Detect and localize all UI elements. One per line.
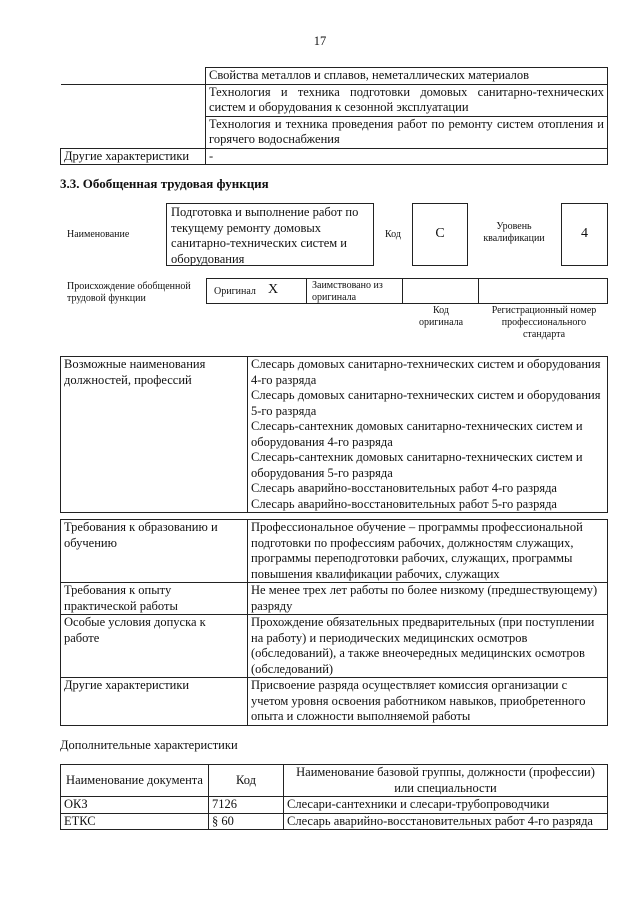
table-cell (61, 84, 206, 116)
table-cell (61, 68, 206, 85)
additional-title: Дополнительные характеристики (60, 738, 238, 752)
table-cell: Слесари-сантехники и слесари-трубопроводчики (284, 797, 608, 814)
requirements-table (60, 519, 608, 726)
origin-box (206, 278, 608, 304)
table-cell: Требования к опыту практической работы (61, 583, 248, 615)
list-item: Слесарь-сантехник домовых санитарно-технических систем и оборудования 5-го разряда (251, 450, 583, 480)
table-cell: Слесарь аварийно-восстановительных работ 4-го разряда (284, 813, 608, 830)
name-label: Наименование (67, 229, 130, 240)
original-label: Оригинал (214, 286, 256, 297)
divider (306, 278, 307, 304)
code-value: C (412, 203, 468, 266)
table-cell: Присвоение разряда осуществляет комиссия организации с учетом уровня освоения работником навыков, приобретенного опыта и сложности выполняемой работы (248, 678, 608, 726)
table-row (61, 148, 608, 165)
table-row (61, 583, 608, 615)
code-label: Код (385, 229, 401, 240)
table-cell: Другие характеристики (61, 148, 206, 165)
level-label: Уровень квалификации (483, 221, 545, 244)
table-cell (61, 116, 206, 148)
table-row (61, 678, 608, 726)
table-cell: § 60 (209, 813, 284, 830)
header-cell: Наименование документа (61, 765, 209, 797)
reg-caption: Регистрационный номер профессионального стандарта (491, 305, 597, 340)
list-item: Слесарь домовых санитарно-технических систем и оборудования 4-го разряда (251, 357, 601, 387)
section-title: 3.3. Обобщенная трудовая функция (60, 176, 269, 191)
origin-label: Происхождение обобщенной трудовой функции (67, 281, 191, 304)
positions-table (60, 356, 608, 513)
table-cell: Профессиональное обучение – программы профессиональной подготовки по профессиям рабочих, должностям служащих, программы переподготовки рабочих, служащих, программы повышения квалификации рабочих, служащих (248, 520, 608, 583)
positions-label: Возможные наименования должностей, профессий (61, 357, 248, 513)
page-number: 17 (313, 34, 327, 48)
positions-list (248, 357, 608, 513)
additional-table (60, 764, 608, 830)
table-cell: 7126 (209, 797, 284, 814)
borrowed-label: Заимствовано из оригинала (312, 280, 383, 303)
top-table (60, 67, 608, 165)
list-item: Слесарь домовых санитарно-технических систем и оборудования 5-го разряда (251, 388, 601, 418)
table-cell: Требования к образованию и обучению (61, 520, 248, 583)
table-row (61, 116, 608, 148)
table-row (61, 84, 608, 116)
level-value: 4 (561, 203, 608, 266)
header-cell: Наименование базовой группы, должности (профессии) или специальности (284, 765, 608, 797)
table-cell: Технология и техника проведения работ по ремонту систем отопления и горячего водоснабжения (206, 116, 608, 148)
table-cell: Особые условия допуска к работе (61, 615, 248, 678)
table-cell: Прохождение обязательных предварительных (при поступлении на работу) и периодических медицинских осмотров (обследований), а также внеочередных медицинских осмотров (обследований) (248, 615, 608, 678)
table-cell: ЕТКС (61, 813, 209, 830)
divider (402, 278, 403, 304)
list-item: Слесарь-сантехник домовых санитарно-технических систем и оборудования 4-го разряда (251, 419, 583, 449)
list-item: Слесарь аварийно-восстановительных работ 5-го разряда (251, 496, 557, 511)
table-cell: Технология и техника подготовки домовых санитарно-технических систем и оборудования к сезонной эксплуатации (206, 84, 608, 116)
divider (478, 278, 479, 304)
table-row (61, 813, 608, 830)
table-cell: ОКЗ (61, 797, 209, 814)
table-cell: Другие характеристики (61, 678, 248, 726)
original-mark: X (268, 282, 279, 297)
table-row (61, 797, 608, 814)
table-cell: Не менее трех лет работы по более низкому (предшествующему) разряду (248, 583, 608, 615)
table-cell: Свойства металлов и сплавов, неметаллических материалов (206, 68, 608, 85)
code-caption: Код оригинала (418, 305, 464, 328)
table-row (61, 357, 608, 513)
table-row (61, 615, 608, 678)
table-row (61, 520, 608, 583)
name-value: Подготовка и выполнение работ по текущему ремонту домовых санитарно-технических систем и оборудования (166, 203, 374, 266)
list-item: Слесарь аварийно-восстановительных работ 4-го разряда (251, 481, 557, 495)
table-row (61, 68, 608, 85)
table-cell: - (206, 148, 608, 165)
table-header-row (61, 765, 608, 797)
header-cell: Код (209, 765, 284, 797)
